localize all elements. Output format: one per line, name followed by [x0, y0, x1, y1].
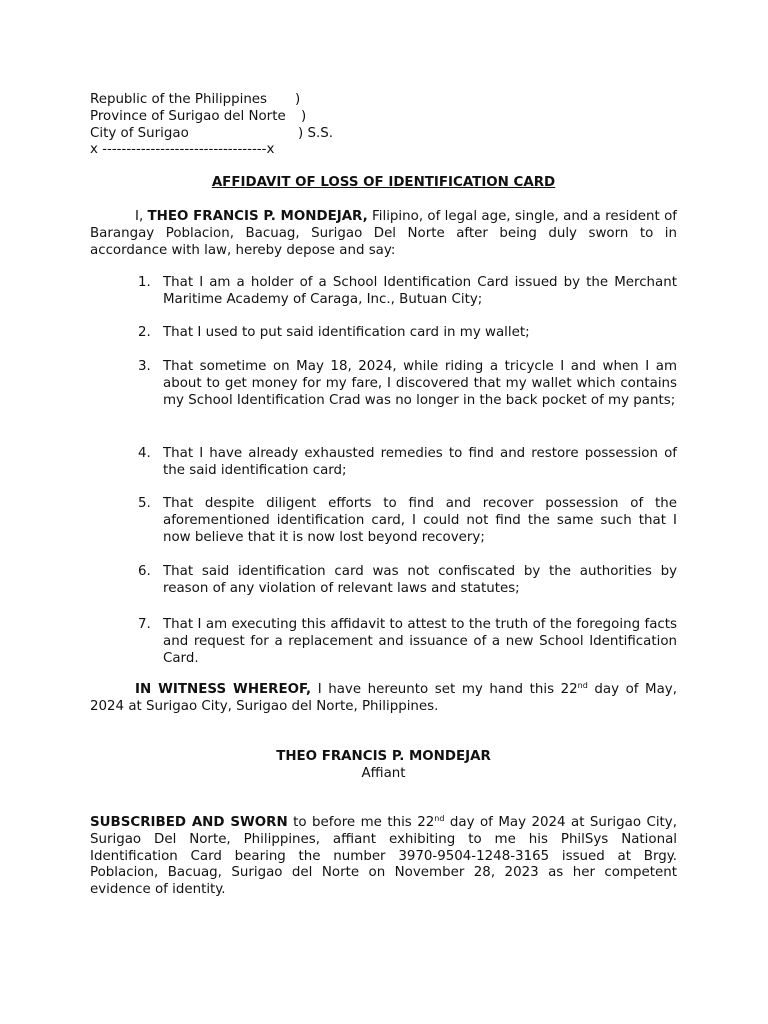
- intro-prefix: I,: [135, 209, 148, 224]
- jurat-text-1: to before me this 22: [287, 815, 435, 830]
- venue-line-republic: [90, 92, 410, 109]
- intro-rest: Filipino, of legal age, single, and a resident of Barangay Poblacion, Bacuag, Surigao Del Norte after being duly sworn to in accordance with law, hereby depose and say:: [90, 209, 678, 258]
- list-item-text: That I have already exhausted remedies to find and restore possession of the said identification card;: [163, 446, 677, 478]
- witness-paragraph: [90, 682, 677, 716]
- venue-line-separator: [90, 142, 410, 159]
- list-item-text: That I used to put said identification card in my wallet;: [163, 325, 530, 340]
- list-item-text: That I am executing this affidavit to attest to the truth of the foregoing facts and request for a replacement and issuance of a new School Identification Card.: [163, 617, 677, 666]
- venue-ss: ) S.S.: [298, 125, 333, 141]
- venue-city-text: City of Surigao: [90, 125, 189, 141]
- signatory-name: THEO FRANCIS P. MONDEJAR: [276, 749, 491, 764]
- signatory-role: Affiant: [361, 765, 406, 781]
- signature-block: [90, 749, 677, 783]
- jurat-lead: SUBSCRIBED AND SWORN: [90, 815, 288, 830]
- list-item-number: 3.: [138, 359, 151, 374]
- list-item-number: 1.: [138, 275, 151, 290]
- list-item-text: That despite diligent efforts to find and recover possession of the aforementioned identification card, I could not find the same such that I now believe that it is now lost beyond recovery;: [163, 496, 677, 545]
- venue-paren: ): [295, 92, 301, 107]
- venue-republic-text: Republic of the Philippines: [90, 92, 268, 107]
- list-item-number: 2.: [138, 325, 151, 340]
- witness-lead: IN WITNESS WHEREOF,: [135, 682, 312, 697]
- list-item-number: 6.: [138, 564, 151, 579]
- witness-text-1: I have hereunto set my hand this 22: [311, 682, 578, 697]
- jurat-text-2: day of May 2024 at Surigao City, Surigao Del Norte, Philippines, affiant exhibiting to me his PhilSys National Identification Card bearing the number 3970-9504-1248-3165 issued at Brgy. Poblacion, Bacuag, Surigao del Norte on November 28, 2023 as her competent evidence of identity.: [90, 815, 677, 898]
- jurat-paragraph: [90, 815, 677, 899]
- list-item-text: That sometime on May 18, 2024, while riding a tricycle I and when I am about to get money for my fare, I discovered that my wallet which contains my School Identification Crad was no longer in the back pocket of my pants;: [163, 359, 677, 408]
- venue-paren: ): [301, 108, 307, 124]
- venue-line-province: [90, 109, 410, 126]
- document-title: AFFIDAVIT OF LOSS OF IDENTIFICATION CARD: [211, 175, 556, 190]
- witness-text-2: day of May, 2024 at Surigao City, Surigao del Norte, Philippines.: [90, 682, 677, 714]
- list-item-text: That said identification card was not confiscated by the authorities by reason of any violation of relevant laws and statutes;: [163, 564, 677, 596]
- intro-paragraph: [90, 209, 677, 259]
- jurat-ordinal-suffix: nd: [434, 814, 445, 823]
- affiant-name-bold: THEO FRANCIS P. MONDEJAR,: [147, 209, 368, 224]
- list-item-text: That I am a holder of a School Identification Card issued by the Merchant Maritime Academy of Caraga, Inc., Butuan City;: [163, 275, 677, 307]
- venue-block: [90, 92, 410, 159]
- witness-ordinal-suffix: nd: [577, 681, 588, 690]
- list-item-number: 4.: [138, 446, 151, 461]
- list-item-number: 7.: [138, 617, 151, 632]
- list-item-number: 5.: [138, 496, 151, 511]
- venue-separator-text: x ----------------------------------x: [90, 142, 275, 158]
- venue-province-text: Province of Surigao del Norte: [90, 108, 286, 124]
- venue-line-city: [90, 126, 410, 143]
